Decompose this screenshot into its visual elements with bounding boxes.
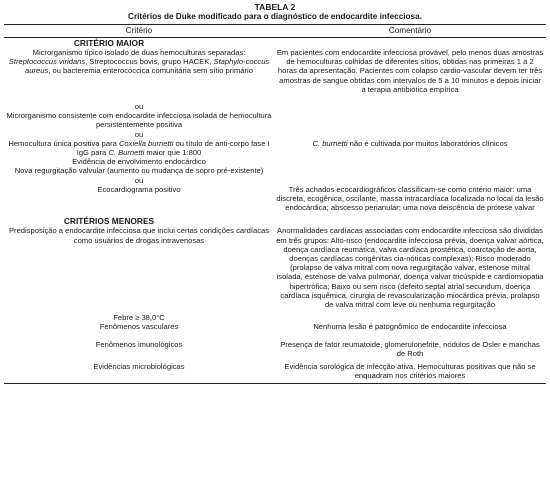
bottom-rule (4, 383, 546, 384)
table-row (4, 322, 546, 331)
major-comment-3: C. burnetti não é cultivada por muitos laboratórios clínicos (312, 138, 508, 148)
table-header (4, 25, 546, 37)
minor-comment-4: Presença de fator reumatoide, glomerulonefrite, nódulos de Osler e manchas de Roth (280, 339, 540, 358)
table-row (4, 176, 546, 185)
table-row (4, 166, 546, 175)
table-row (4, 139, 546, 157)
table-row (4, 130, 546, 139)
table-row (4, 48, 546, 94)
major-heading: CRITÉRIO MAIOR (73, 38, 145, 48)
header-comment: Comentário (388, 26, 432, 35)
table-row (4, 313, 546, 322)
minor-criterion-2: Febre ≥ 38,0°C (113, 313, 165, 323)
table-row (4, 38, 546, 48)
table-row (4, 102, 546, 111)
spacer (4, 94, 546, 102)
table-subtitle: Critérios de Duke modificado para o diagnóstico de endocardite infecciosa. (128, 12, 422, 21)
header-criterion: Critério (125, 26, 153, 35)
major-criterion-3: Hemocultura única positiva para Coxiella burnetti ou título de anti-corpo fase I IgG para C. Burnetti maior que 1:800 (8, 138, 270, 158)
table-title: TABELA 2 (254, 2, 296, 12)
major-criterion-2: Microrganismo consistente com endocardite infecciosa isolada de hemocultura persistentemente positiva (6, 111, 272, 130)
major-criterion-4: Evidência de envolvimento endocárdico (72, 157, 206, 167)
minor-criterion-1: Predisposição a endocardite infecciosa que inclui certas condições cardíacas como usuários de drogas intravenosas (8, 226, 270, 245)
minor-comment-3: Nenhuma lesão é patognômico de endocardite infecciosa (313, 322, 507, 332)
spacer (4, 332, 546, 340)
minor-comment-5: Evidência sorológica de infecção ativa. Hemoculturas positivas que não se enquadram nos critérios maiores (284, 362, 536, 381)
table-row (4, 216, 546, 226)
major-criterion-6: Ecocardiograma positivo (97, 184, 181, 194)
table-row (4, 111, 546, 129)
major-comment-1: Em pacientes com endocardite infecciosa provável, pelo menos duas amostras de hemoculturas colhidas de diferentes sítios, obtidas nas primeiras 1 a 2 horas da apresentação. Pacientes com colapso cardio-vascular devem ter três amostras de sangue obtidas com intervalos de 5 a 10 minutos e depois iniciar a terapia antibiótica empírica (276, 48, 544, 94)
minor-criterion-5: Evidências microbiológicas (93, 362, 185, 372)
minor-criterion-4: Fenômenos imunológicos (95, 339, 183, 349)
major-criterion-5: Nova regurgitação valvular (aumento ou mudança de sopro pré-existente) (14, 166, 264, 176)
table-row (4, 226, 546, 309)
minor-heading: CRITÉRIOS MENORES (63, 216, 155, 227)
or-separator: ou (134, 175, 144, 185)
table-row (4, 185, 546, 213)
or-separator: ou (134, 102, 144, 112)
table-row (4, 362, 546, 380)
major-comment-6: Três achados ecocardiográficos classificam-se como critério maior: uma discreta, ecogênica, oscilante, massa intracardíaca localizada no local da lesão endocárdica; abscesso perianular; uma nova deiscência de prótese valvar (276, 184, 544, 213)
criteria-table (4, 38, 546, 381)
minor-comment-1: Anormalidades cardíacas associadas com endocardite infecciosa são divididas em três grupos: Alto-risco (endocardite infecciosa prévia, doença valvar aórtica, doença cardíaca reumática, valva cardíaca prostética, coarctação de aorta, doenças cardíacas congênitas cia-nóticas complexas); Risco moderado (prolapso de valva mitral com nova regurgitação valvar, estenose mitral isolada, estenose de valva pulmonar, doença valvar tricúspide e cardiomiopatia hipertrófica; Baixo ou sem risco (defeito septal atrial secundum, doença cardíaca isquêmica, cirurgia de revascularização miocárdica prévia, prolapso de valva mitral com leve ou nenhuma regurgitação (276, 226, 544, 310)
major-criterion-1: Microrganismo típico isolado de duas hemoculturas separadas: Streptococcus viridans, Streptococcus bovis, grupo HACEK, Staphylo-coccus aureus, ou bacteremia enterocóccica comunitária sem sítio primário (8, 48, 270, 76)
table-row (4, 340, 546, 358)
minor-criterion-3: Fenômenos vasculares (99, 322, 179, 332)
or-separator: ou (134, 129, 144, 139)
table-row (4, 157, 546, 166)
